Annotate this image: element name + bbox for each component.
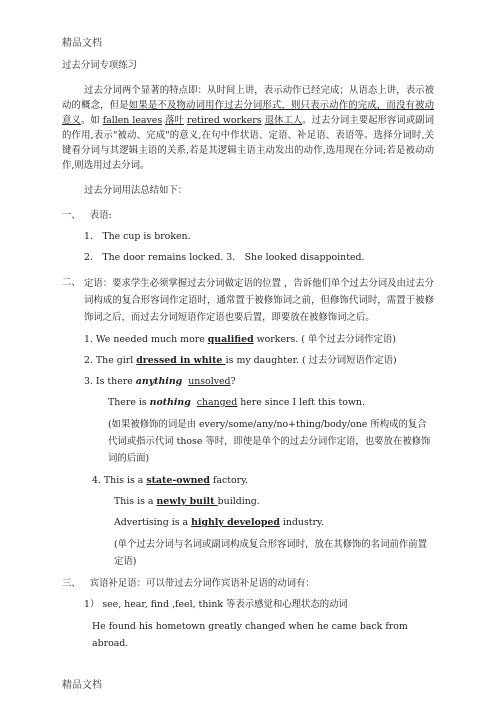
intro-paragraph [62, 83, 434, 173]
example-text: This is a [114, 496, 157, 507]
example-text: industry. [279, 517, 325, 528]
example-emphasis: anything [135, 376, 183, 387]
section-2-example-6 [62, 494, 434, 509]
example-highlight: newly built [156, 496, 218, 507]
section-2-example-4 [62, 395, 434, 410]
example-text: factory. [209, 475, 249, 486]
document-body [62, 58, 434, 652]
example-text: 4. This is a [92, 475, 147, 486]
example-text: building. [217, 496, 260, 507]
example-text: workers. ( 单个过去分词作定语) [253, 334, 396, 345]
intro-text-c: 。过去分词主要起形容词或副词的作用,表示"被动、完成"的意义,在句中作状语、定语、补足语、表语等。选择分词时,关键看分词与其逻辑主语的关系,若是其逻辑主语主动发出的动作,选用现在分词;若是被动动作,则选用过去分词。 [62, 115, 434, 171]
document-title: 过去分词专项练习 [62, 60, 138, 71]
example-highlight: highly developed [191, 517, 280, 528]
example-text: 1. We needed much more [84, 334, 208, 345]
example-highlight: state-owned [146, 475, 210, 486]
page-footer: 精品文档 [62, 680, 102, 691]
page-header: 精品文档 [62, 38, 102, 49]
intro-text-b: 。如 [80, 115, 100, 126]
example-text: here since I left this town. [237, 397, 365, 408]
section-2-example-5 [62, 473, 434, 488]
section-1-number: 一、 [62, 210, 81, 221]
example-highlight: qualified [207, 334, 254, 345]
example-text: Advertising is a [114, 517, 192, 528]
section-2-note-2: (单个过去分词与名词或副词构成复合形容词时，放在其修饰的名词前作前置定语) [114, 539, 428, 567]
section-2-note-1: (如果被修饰的词是由 every/some/any/no+thing/body/one 所构成的复合代词或指示代词 those 等时，即使是单个的过去分词作定语，也要放在被修饰词的后面) [108, 419, 431, 464]
example-text: is my daughter. ( 过去分词短语作定语) [225, 355, 397, 366]
section-1-example-1: 1． The cup is broken. [84, 231, 191, 242]
section-2-example-7 [62, 515, 434, 530]
section-3-number: 三、 [62, 578, 81, 589]
section-2-heading [62, 275, 434, 326]
section-1-title: 表语: [89, 210, 112, 221]
section-2-example-2 [62, 353, 434, 368]
example-highlight: dressed in white [136, 355, 226, 366]
intro-underlined: 如果是不及物动词用作过去分词形式，则只表示动作的完成，而没有被动意义 [62, 100, 434, 126]
intro-text-a: 过去分词两个显著的特点即：从时间上讲，表示动作已经完成；从语态上讲，表示被动的概念，但是 [62, 85, 434, 111]
section-1-heading [62, 208, 434, 223]
section-3-heading [62, 576, 434, 591]
example-retired-workers-cn: 退休工人 [264, 115, 303, 126]
section-2-number: 二、 [62, 277, 81, 288]
section-3-item-1: 1） see, hear, find ,feel, think 等表示感觉和心理状态的动词 [84, 599, 348, 610]
example-text: 2. The girl [84, 355, 137, 366]
example-highlight: unsolved [188, 376, 231, 387]
example-text: ? [230, 376, 236, 387]
example-text: 3. Is there [84, 376, 136, 387]
example-text: There is [108, 397, 150, 408]
section-3-title: 宾语补足语：可以带过去分词作宾语补足语的动词有： [89, 578, 315, 589]
example-highlight: changed [196, 397, 238, 408]
summary-line: 过去分词用法总结如下： [84, 185, 188, 196]
example-retired-workers: retired workers [187, 115, 262, 126]
section-2-body: 定语：要求学生必须掌握过去分词做定语的位置 ，告诉他们单个过去分词及由过去分词构成的复合形容词作定语时，通常置于被修饰词之前，但修饰代词时，需置于被修饰词之后，而过去分词短语作定语也要后置，即要放在被修饰词之后。 [84, 278, 434, 323]
example-fallen-leaves-cn: 落叶 [165, 115, 184, 126]
section-3-example: He found his hometown greatly changed when he came back from abroad. [92, 621, 408, 649]
example-fallen-leaves: fallen leaves [102, 115, 163, 126]
section-2-example-1 [62, 332, 434, 347]
section-1-example-2: 2． The door remains locked. 3． She looked disappointed. [84, 252, 365, 263]
example-emphasis: nothing [149, 397, 191, 408]
section-2-example-3 [62, 374, 434, 389]
